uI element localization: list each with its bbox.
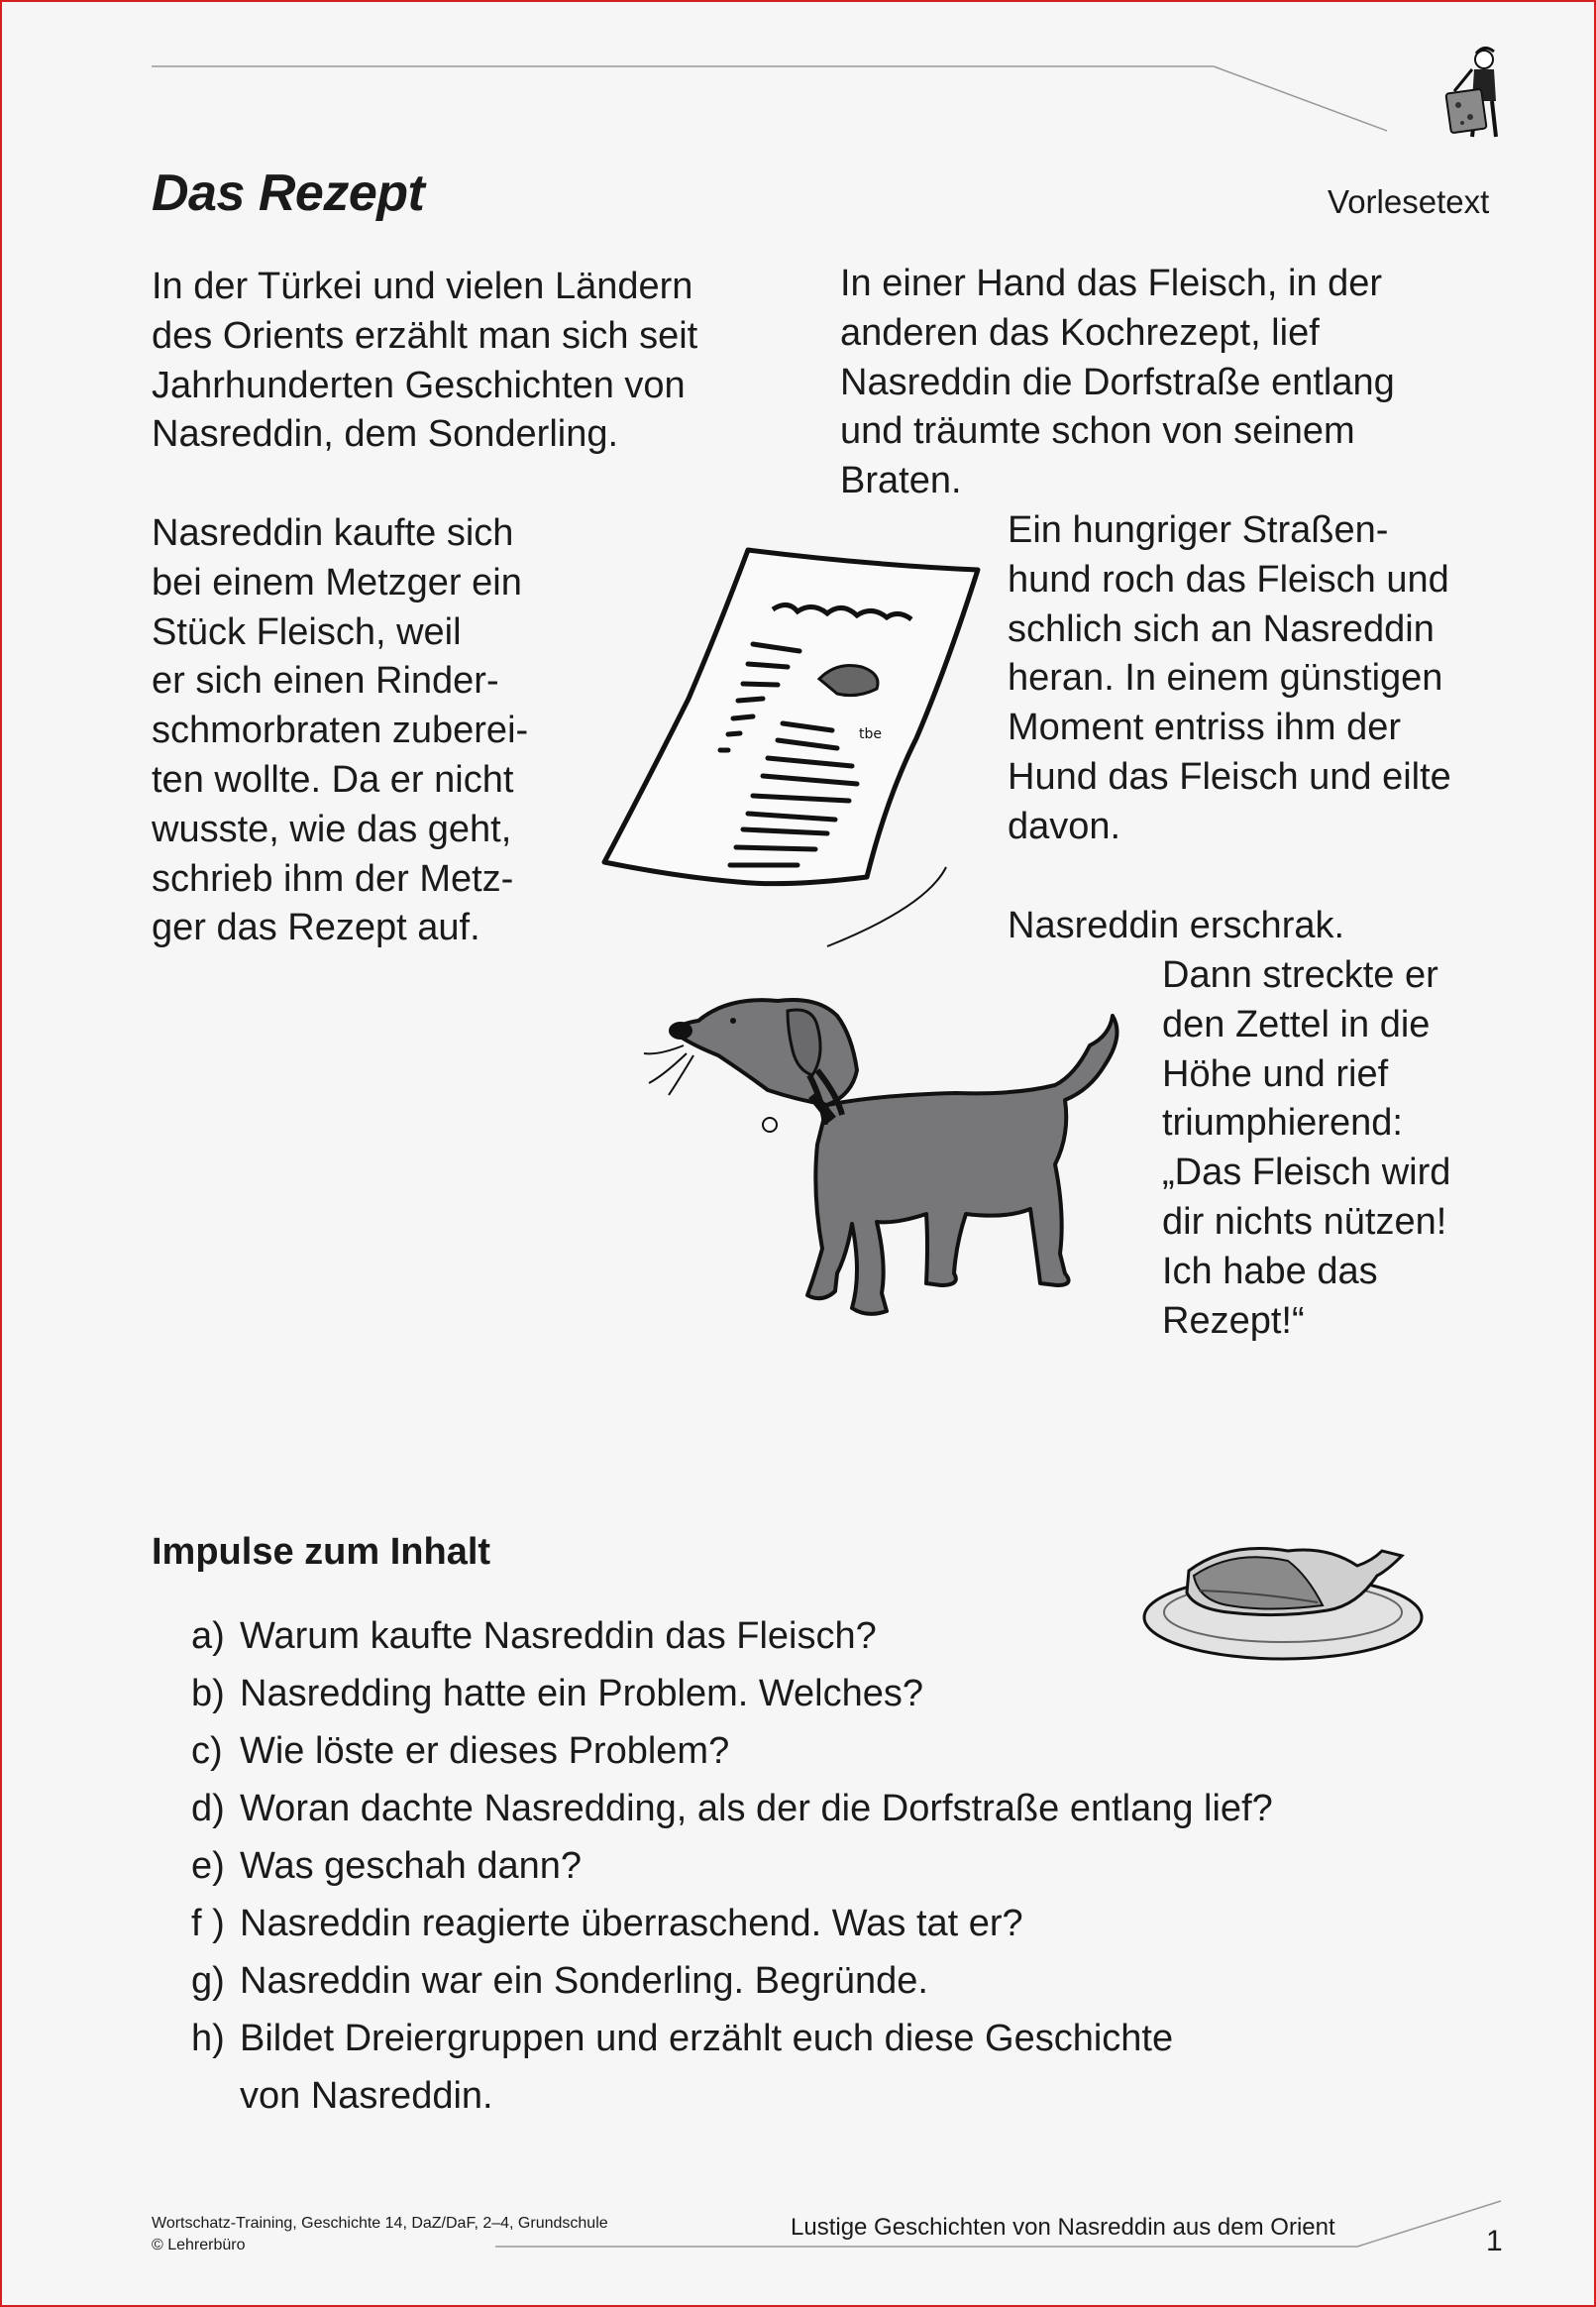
paragraph-fright: Nasreddin erschrak. [1008, 905, 1345, 946]
list-item-text: Nasreddin reagierte überraschend. Was tat er? [240, 1903, 1023, 1944]
list-item-text: Warum kaufte Nasreddin das Fleisch? [240, 1615, 877, 1657]
text-type-label: Vorlesetext [1328, 183, 1490, 220]
dog-illustration [639, 976, 1144, 1333]
page-number: 1 [1486, 2225, 1503, 2257]
list-item-text: Bildet Dreiergruppen und erzählt euch diese Geschichte von Nasreddin. [240, 2018, 1174, 2117]
list-item-letter: h) [191, 2018, 225, 2059]
list-item-letter: c) [191, 1730, 223, 1772]
paragraph-walk: In einer Hand das Fleisch, in der anderen das Kochrezept, lief Nasreddin die Dorfstraße entlang und träumte schon von seinem Braten. [840, 263, 1395, 502]
list-item-letter: g) [191, 1960, 225, 2002]
list-item-text: Nasredding hatte ein Problem. Welches? [240, 1673, 924, 1714]
svg-text:tbe: tbe [859, 726, 882, 742]
list-item-text: Woran dachte Nasredding, als der die Dorfstraße entlang lief? [240, 1788, 1273, 1829]
list-item-text: Was geschah dann? [240, 1845, 583, 1887]
paragraph-purchase: Nasreddin kaufte sich bei einem Metzger ein Stück Fleisch, weil er sich einen Rinder- schmorbraten zuberei- ten wollte. Da er nicht wusste, wie das geht, schrieb ihm der Metz- ger das Rezept auf. [152, 512, 529, 949]
list-item-letter: f ) [191, 1903, 225, 1944]
list-item-letter: d) [191, 1788, 225, 1829]
footer-series-title: Lustige Geschichten von Nasreddin aus dem Orient [791, 2214, 1335, 2241]
page-title: Das Rezept [152, 165, 425, 222]
list-item-letter: a) [191, 1615, 225, 1657]
list-item-letter: e) [191, 1845, 225, 1887]
paragraph-dog: Ein hungriger Straßen- hund roch das Fleisch und schlich sich an Nasreddin heran. In einem günstigen Moment entriss ihm der Hund das Fleisch und eilte davon. [1008, 509, 1451, 847]
footer-source [152, 2213, 608, 2256]
paragraph-punchline: Dann streckte er den Zettel in die Höhe und rief triumphierend: „Das Fleisch wird dir nichts nützen! Ich habe das Rezept!“ [1162, 954, 1451, 1342]
intro-paragraph: In der Türkei und vielen Ländern des Orients erzählt man sich seit Jahrhunderten Geschichten von Nasreddin, dem Sonderling. [152, 266, 698, 456]
list-item-text: Nasreddin war ein Sonderling. Begründe. [240, 1960, 928, 2002]
list-item-text: Wie löste er dieses Problem? [240, 1730, 730, 1772]
footer-source-line1: Wortschatz-Training, Geschichte 14, DaZ/DaF, 2–4, Grundschule [152, 2215, 608, 2232]
impulse-heading: Impulse zum Inhalt [152, 1531, 491, 1573]
header-rule [0, 0, 1596, 139]
figure-with-suitcase-icon [1436, 40, 1516, 144]
meat-plate-illustration [1139, 1521, 1436, 1665]
footer-copyright: © Lehrerbüro [152, 2237, 246, 2253]
recipe-paper-illustration [589, 540, 986, 956]
list-item-letter: b) [191, 1673, 225, 1714]
